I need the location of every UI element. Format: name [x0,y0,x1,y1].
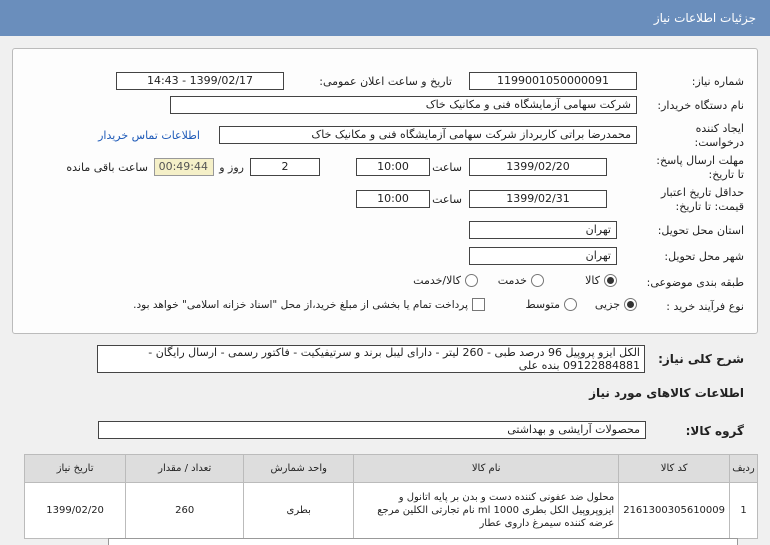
radio-empty-icon [564,298,577,311]
remaining-time-field: 00:49:44 [154,158,214,176]
page-title: جزئیات اطلاعات نیاز [653,11,756,25]
deadline-time-label: ساعت [432,161,462,174]
category-label: طبقه بندی موضوعی: [646,276,744,289]
process-radio-minor[interactable]: جزیی [595,298,637,311]
radio-empty-icon [531,274,544,287]
next-panel-edge [108,538,738,545]
goods-table [24,454,758,539]
buyer-contact-link[interactable]: اطلاعات تماس خریدار [98,129,200,142]
goods-group-field: محصولات آرایشی و بهداشتی [98,421,646,439]
category-radio-service[interactable]: خدمت [498,274,544,287]
col-header-name: نام کالا [354,455,619,483]
requester-label-2: درخواست: [694,136,744,149]
radio-empty-icon [465,274,478,287]
col-header-code: کد کالا [619,455,730,483]
buyer-field: شرکت سهامی آزمایشگاه فنی و مکانیک خاک [170,96,637,114]
process-radio-medium[interactable]: متوسط [525,298,577,311]
need-number-label: شماره نیاز: [691,75,744,88]
days-label: روز و [219,161,244,174]
validity-time-label: ساعت [432,193,462,206]
summary-field: الکل ایزو پروپیل 96 درصد طبی - 260 لیتر - دارای لیبل برند و سرتیفیکیت - فاکتور رسمی - ارسال رایگان - 09122884881 بنده علی [97,345,645,373]
validity-label-2: قیمت: تا تاریخ: [675,200,744,213]
city-label: شهر محل تحویل: [664,250,744,263]
cell-date: 1399/02/20 [25,483,126,539]
days-field: 2 [250,158,320,176]
remaining-label: ساعت باقی مانده [66,161,148,174]
validity-time-field: 10:00 [356,190,430,208]
city-field: تهران [469,247,617,265]
cell-quantity: 260 [126,483,244,539]
col-header-date: تاریخ نیاز [25,455,126,483]
buyer-label: نام دستگاه خریدار: [657,99,744,112]
radio-selected-icon [604,274,617,287]
cell-row-number: 1 [730,483,758,539]
announce-field: 1399/02/17 - 14:43 [116,72,284,90]
cell-code: 2161300305610009 [619,483,730,539]
province-field: تهران [469,221,617,239]
page-header [0,0,770,36]
col-header-unit: واحد شمارش [244,455,354,483]
deadline-label: مهلت ارسال پاسخ: [656,154,744,167]
deadline-date-field: 1399/02/20 [469,158,607,176]
announce-label: تاریخ و ساعت اعلان عمومی: [319,75,452,88]
goods-group-label: گروه کالا: [685,424,744,438]
requester-label: ایجاد کننده [695,122,744,135]
summary-label: شرح کلی نیاز: [658,352,744,366]
deadline-time-field: 10:00 [356,158,430,176]
province-label: استان محل تحویل: [657,224,744,237]
cell-name: محلول ضد عفونی کننده دست و بدن بر پایه اتانول و ایزوپروپیل الکل بطری 1000 ml نام تجارتی الکلین مرجع عرضه کننده سیمرغ داروی عطار [354,483,619,539]
category-radio-goods-service[interactable]: کالا/خدمت [413,274,478,287]
validity-date-field: 1399/02/31 [469,190,607,208]
deadline-label-2: تا تاریخ: [708,168,744,181]
validity-label: حداقل تاریخ اعتبار [660,186,744,199]
need-number-field: 1199001050000091 [469,72,637,90]
checkbox-icon [472,298,485,311]
goods-section-title: اطلاعات کالاهای مورد نیاز [589,386,744,400]
requester-field: محمدرضا براتی کاربرداز شرکت سهامی آزمایشگاه فنی و مکانیک خاک [219,126,637,144]
cell-unit: بطری [244,483,354,539]
table-row [25,483,758,539]
process-label: نوع فرآیند خرید : [666,300,744,313]
table-header-row [25,455,758,483]
col-header-row-number: ردیف [730,455,758,483]
col-header-quantity: تعداد / مقدار [126,455,244,483]
radio-selected-icon [624,298,637,311]
payment-checkbox[interactable]: پرداخت تمام یا بخشی از مبلغ خرید،از محل "اسناد خزانه اسلامی" خواهد بود. [133,298,485,311]
category-radio-goods[interactable]: کالا [585,274,617,287]
